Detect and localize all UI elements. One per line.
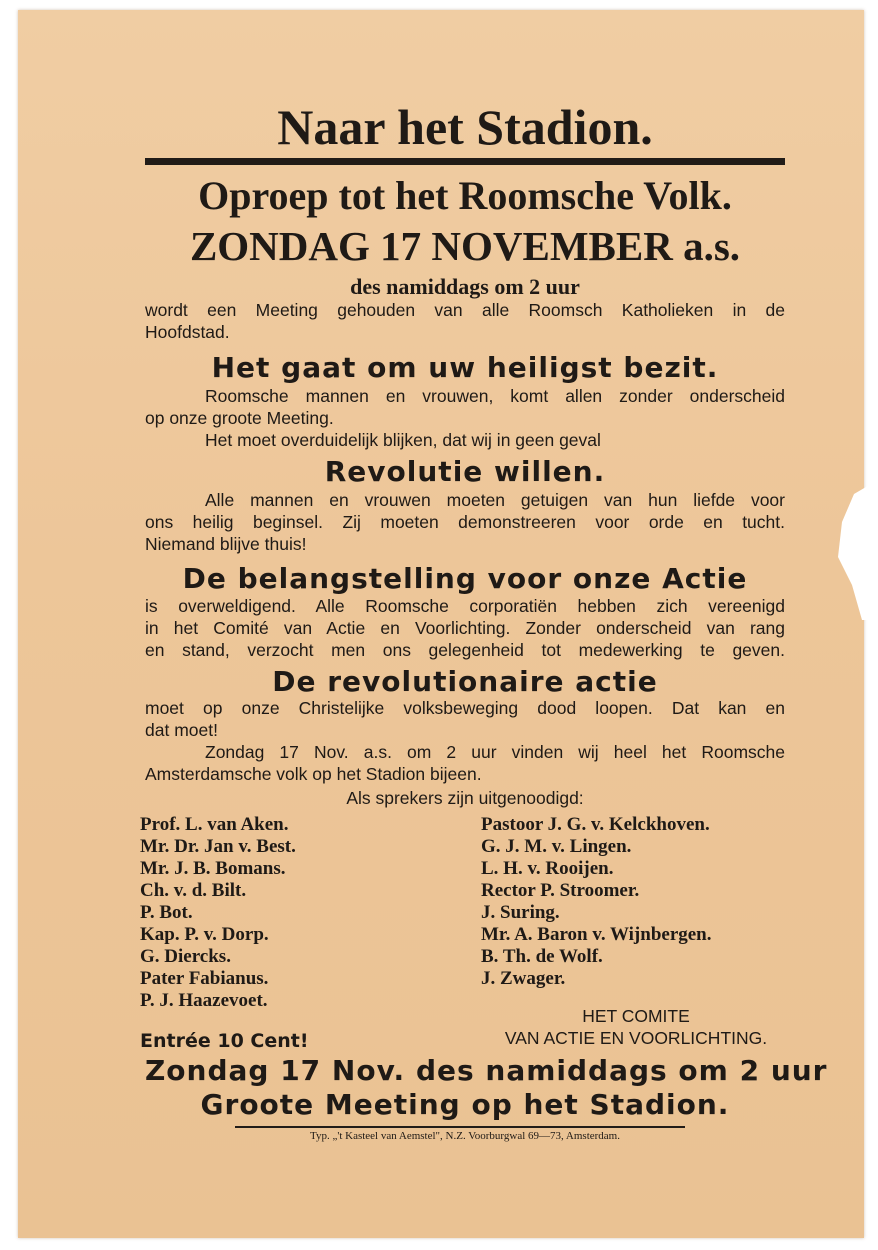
committee-line-1: HET COMITE [582, 1006, 690, 1026]
speaker-left: P. J. Haazevoet. [140, 990, 268, 1011]
section3-line-1: is overweldigend. Alle Roomsche corporatiën hebben zich vereenigd [145, 596, 785, 616]
speaker-left: Mr. J. B. Bomans. [140, 858, 286, 879]
speakers-heading: Als sprekers zijn uitgenoodigd: [346, 788, 584, 808]
intro-line-1: wordt een Meeting gehouden van alle Roomsch Katholieken in de [145, 300, 785, 320]
printer-rule [235, 1126, 685, 1128]
speaker-left: Kap. P. v. Dorp. [140, 924, 269, 945]
speaker-right: G. J. M. v. Lingen. [481, 836, 632, 857]
committee-line-2: VAN ACTIE EN VOORLICHTING. [504, 1028, 768, 1048]
speaker-right: B. Th. de Wolf. [481, 946, 603, 967]
speaker-right: Rector P. Stroomer. [481, 880, 640, 901]
section4-line-4: Amsterdamsche volk op het Stadion bijeen. [145, 764, 482, 784]
section1-line-2: op onze groote Meeting. [145, 408, 334, 428]
speaker-left: Prof. L. van Aken. [140, 814, 289, 835]
speaker-left: G. Diercks. [140, 946, 231, 967]
section-heading-revolutie: Revolutie willen. [324, 455, 606, 488]
printer-imprint: Typ. „'t Kasteel van Aemstel", N.Z. Voorburgwal 69—73, Amsterdam. [310, 1130, 620, 1142]
section4-line-2: dat moet! [145, 720, 218, 740]
section2-line-1: Alle mannen en vrouwen moeten getuigen van hun liefde voor [205, 490, 785, 510]
speaker-left: Mr. Dr. Jan v. Best. [140, 836, 296, 857]
speaker-left: P. Bot. [140, 902, 193, 923]
section-heading-heiligst: Het gaat om uw heiligst bezit. [211, 351, 719, 384]
section-heading-belangstelling: De belangstelling voor onze Actie [182, 562, 748, 595]
speaker-right: Mr. A. Baron v. Wijnbergen. [481, 924, 712, 945]
section3-line-2: in het Comité van Actie en Voorlichting. Zonder onderscheid van rang [145, 618, 785, 638]
headline: Naar het Stadion. [277, 99, 653, 155]
section4-line-1: moet op onze Christelijke volksbeweging dood loopen. Dat kan en [145, 698, 785, 718]
entry-fee: Entrée 10 Cent! [140, 1030, 309, 1052]
section-heading-revolutionaire: De revolutionaire actie [272, 665, 658, 698]
subhead: Oproep tot het Roomsche Volk. [198, 173, 732, 218]
section2-line-2: ons heilig beginsel. Zij moeten demonstreeren voor orde en tucht. [145, 512, 785, 532]
speaker-left: Ch. v. d. Bilt. [140, 880, 247, 901]
section1-line-1: Roomsche mannen en vrouwen, komt allen zonder onderscheid [205, 386, 785, 406]
footer-line-2: Groote Meeting op het Stadion. [200, 1088, 730, 1121]
headline-rule [145, 158, 785, 165]
section1-line-3: Het moet overduidelijk blijken, dat wij in geen geval [205, 430, 601, 450]
speaker-left: Pater Fabianus. [140, 968, 269, 989]
speaker-right: L. H. v. Rooijen. [481, 858, 614, 879]
section2-line-3: Niemand blijve thuis! [145, 534, 307, 554]
speaker-right: Pastoor J. G. v. Kelckhoven. [481, 814, 710, 835]
intro-line-2: Hoofdstad. [145, 322, 230, 342]
speaker-right: J. Zwager. [481, 968, 566, 989]
speaker-right: J. Suring. [481, 902, 560, 923]
section4-line-3: Zondag 17 Nov. a.s. om 2 uur vinden wij heel het Roomsche [205, 742, 785, 762]
footer-line-1: Zondag 17 Nov. des namiddags om 2 uur [145, 1054, 828, 1087]
time-line: des namiddags om 2 uur [350, 274, 580, 299]
date-line: ZONDAG 17 NOVEMBER a.s. [189, 223, 741, 269]
section3-line-3: en stand, verzocht men ons gelegenheid tot medewerking te geven. [145, 640, 785, 660]
